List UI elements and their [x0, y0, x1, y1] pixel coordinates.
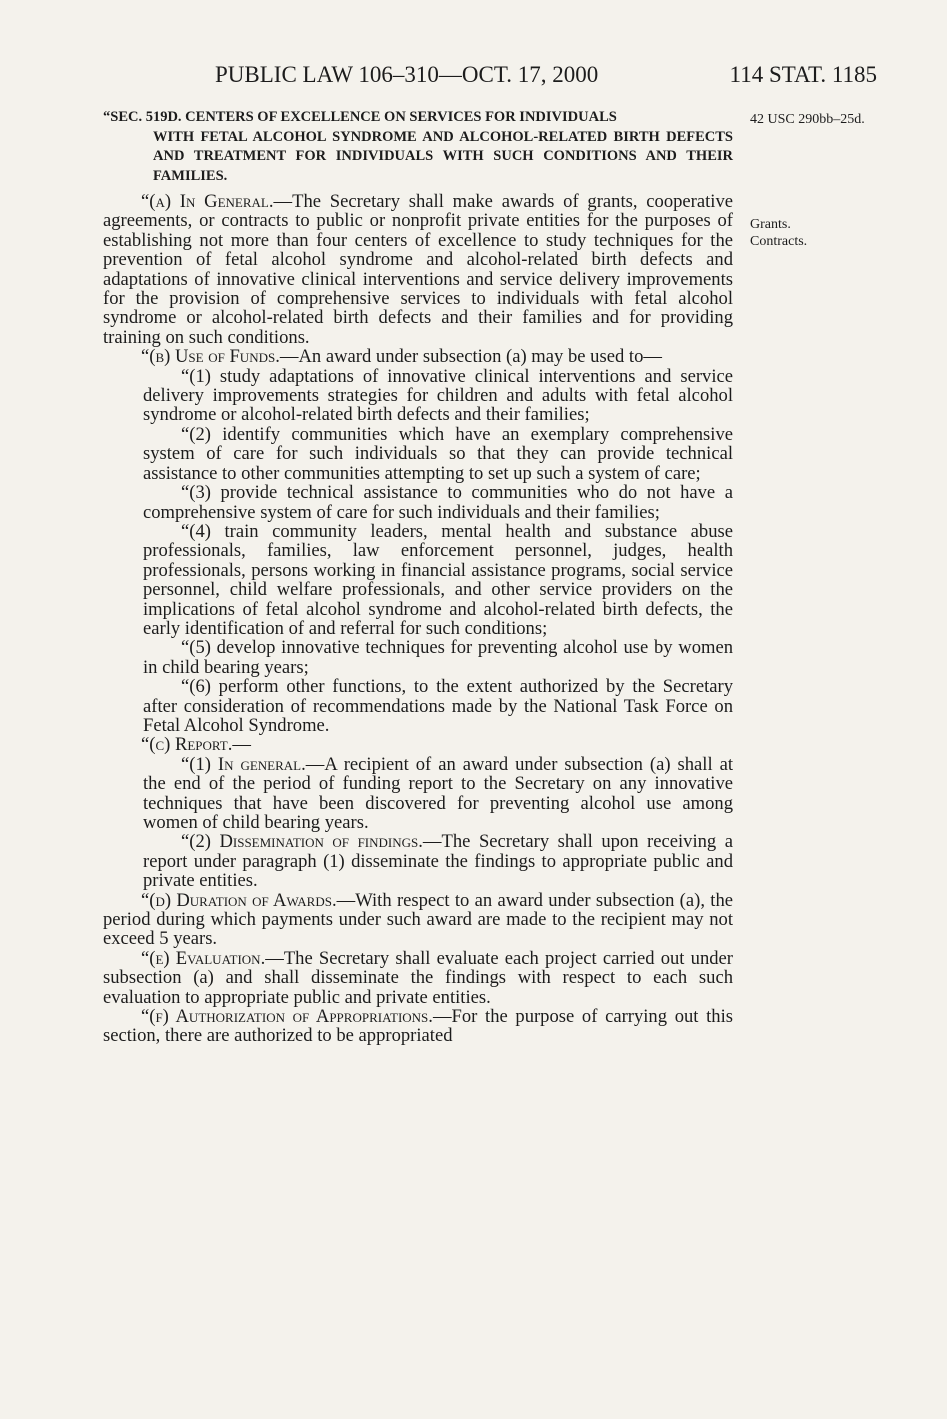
section-heading — [103, 108, 733, 186]
section-heading-first: “SEC. 519D. CENTERS OF EXCELLENCE ON SERVICES FOR INDIVIDUALS — [103, 109, 617, 125]
subsection-d-text: —With respect to an award under subsection (a), the period during which payments under such award are made to the recipient may not exceed 5 years. — [103, 889, 733, 950]
usc-margin-note: 42 USC 290bb–25d. — [750, 112, 865, 127]
stat-citation: 114 STAT. 1185 — [729, 62, 877, 87]
paragraph-b6: “(6) perform other functions, to the extent authorized by the Secretary after consideration of recommendations made by the National Task Force on Fetal Alcohol Syndrome. — [143, 676, 733, 736]
page-header — [215, 62, 877, 90]
law-citation: PUBLIC LAW 106–310—OCT. 17, 2000 — [215, 62, 599, 87]
subsection-f-text: —For the purpose of carrying out this section, there are authorized to be appropriated — [103, 1006, 733, 1047]
subsection-c-text: — — [232, 734, 251, 756]
paragraph-b1: “(1) study adaptations of innovative clinical interventions and service delivery improvements strategies for children and adults with fetal alcohol syndrome or alcohol-related birth defects and their families; — [143, 365, 733, 426]
paragraph-c1-label: “(1) In general. — [181, 753, 306, 775]
paragraph-b3: “(3) provide technical assistance to communities who do not have a comprehensive system of care for such individuals and their families; — [143, 482, 733, 523]
subsection-f-label: “(f) Authorization of Appropriations. — [141, 1006, 433, 1028]
paragraph-b4: “(4) train community leaders, mental health and substance abuse professionals, families, law enforcement personnel, judges, health professionals, persons working in financial assistance programs, social service personnel, child welfare professionals, and other service providers on the implications of fetal alcohol syndrome and alcohol-related birth defects, the early identification of and referral for such conditions; — [143, 520, 733, 639]
subsection-b-label: “(b) Use of Funds. — [141, 346, 280, 368]
subsection-a-text: —The Secretary shall make awards of grants, cooperative agreements, or contracts to public or nonprofit private entities for the purposes of establishing not more than four centers of excellence to study techniques for the prevention of fetal alcohol syndrome and alcohol-related birth defects and adaptations of innovative clinical interventions and service delivery improvements for the provision of comprehensive services to individuals with fetal alcohol syndrome or alcohol-related birth defects and their families and for providing training on such conditions. — [103, 191, 733, 348]
subsection-e — [103, 949, 733, 1007]
subsection-a — [103, 192, 733, 347]
subsection-d-label: “(d) Duration of Awards. — [141, 889, 337, 911]
subsection-e-text: —The Secretary shall evaluate each project carried out under subsection (a) and shall disseminate the findings with respect to each such evaluation to appropriate public and private entities. — [103, 947, 733, 1008]
paragraph-c1-text: —A recipient of an award under subsection (a) shall at the end of the period of funding report to the Secretary on any innovative techniques that have been discovered for preventing alcohol use among women of child bearing years. — [143, 753, 733, 833]
subsection-a-label: “(a) In General. — [141, 191, 274, 212]
subsection-d — [103, 891, 733, 949]
paragraph-c2-text: —The Secretary shall upon receiving a report under paragraph (1) disseminate the findings to appropriate public and private entities. — [143, 831, 733, 892]
subsection-b-text: —An award under subsection (a) may be used to— — [279, 346, 662, 368]
subsection-f — [103, 1007, 733, 1046]
body-text — [103, 108, 733, 1046]
paragraph-c1 — [103, 755, 733, 833]
paragraph-b5: “(5) develop innovative techniques for preventing alcohol use by women in child bearing years; — [143, 637, 733, 678]
paragraph-b2: “(2) identify communities which have an exemplary comprehensive system of care for such individuals so that they can provide technical assistance to other communities attempting to set up such a system of care; — [143, 423, 733, 484]
subsection-b — [103, 347, 733, 366]
grants-margin-note: Grants. — [750, 217, 791, 232]
contracts-margin-note: Contracts. — [750, 234, 808, 249]
paragraph-c2-label: “(2) Dissemination of findings. — [181, 831, 423, 853]
subsection-c-label: “(c) Report. — [141, 734, 233, 756]
subsection-e-label: “(e) Evaluation. — [141, 947, 266, 969]
section-heading-rest: WITH FETAL ALCOHOL SYNDROME AND ALCOHOL-RELATED BIRTH DEFECTS AND TREATMENT FOR INDIVIDUALS WITH SUCH CONDITIONS AND THEIR FAMILIES. — [153, 128, 733, 184]
paragraph-c2 — [103, 832, 733, 890]
subsection-c — [103, 735, 733, 754]
